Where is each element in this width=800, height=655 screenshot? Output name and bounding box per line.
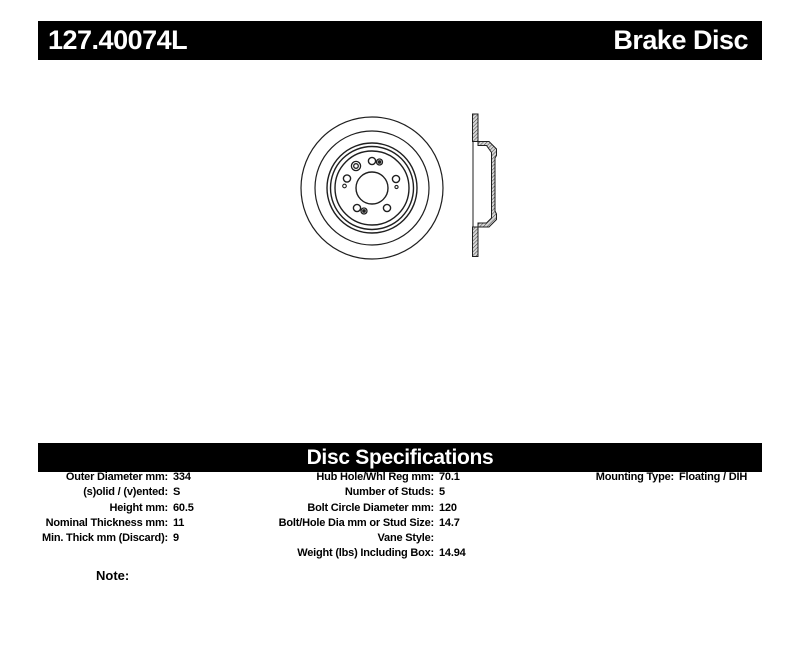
disc-cross-section-view [473,114,497,257]
spec-column-1 [34,470,284,546]
cross-section-top-ring [473,114,479,142]
part-number: 127.40074L [48,25,188,55]
spec-label: Number of Studs: [344,486,434,499]
spec-value: 5 [439,486,445,499]
spec-value: 11 [173,516,185,529]
spec-label: Mounting Type: [595,471,674,483]
spec-row-solid-vented [34,485,284,500]
spec-row-mounting-type [540,470,770,485]
small-hole [343,184,347,188]
spec-value: Floating / DIH [679,471,748,483]
center-hub-hole [356,172,388,204]
spec-value: 60.5 [173,501,194,514]
header-bar [38,21,762,60]
spec-row-bolt-circle-diameter [270,501,540,516]
spec-value: 9 [173,532,179,545]
spec-row-min-thickness [34,531,284,546]
cross-section-hat-wall [478,142,497,228]
hub-ring-inner-circle [335,151,409,225]
spec-value: 70.1 [439,471,460,483]
screw-holes [351,159,382,214]
spec-column-2 [270,470,540,562]
spec-label: Height mm: [109,501,168,514]
spec-row-nominal-thickness [34,516,284,531]
spec-label: Bolt Circle Diameter mm: [307,501,434,514]
spec-label: Weight (lbs) Including Box: [297,547,434,560]
small-hole [395,185,398,188]
spec-row-outer-diameter [34,470,284,485]
spec-label: Vane Style: [377,532,434,545]
stud-holes [343,157,399,211]
screw-hole-ring [377,159,383,165]
screw-hole-ring [361,208,367,214]
note-label: Note: [96,568,130,583]
spec-row-bolt-hole-dia [270,516,540,531]
spec-section-header [38,443,762,472]
spec-row-weight [270,546,540,561]
spec-row-hub-hole [270,470,540,485]
spec-value: 334 [173,471,191,483]
spec-label: (s)olid / (v)ented: [83,486,168,499]
spec-section-title: Disc Specifications [306,445,494,469]
disc-friction-band-circle [315,131,429,245]
spec-label: Outer Diameter mm: [65,471,168,483]
spec-label: Bolt/Hole Dia mm or Stud Size: [278,516,434,529]
cross-section-bottom-ring [473,227,479,257]
hub-ring-middle-circle [331,147,414,230]
stud-hole [383,204,390,211]
screw-hole-inner [363,210,365,212]
spec-row-height [34,501,284,516]
small-holes [343,184,398,188]
spec-row-number-of-studs [270,485,540,500]
screw-hole-inner [354,164,359,169]
stud-hole [392,175,399,182]
stud-hole [368,157,375,164]
spec-value: S [173,486,181,499]
spec-value: 14.94 [439,547,466,560]
spec-row-vane-style [270,531,540,546]
spec-label: Hub Hole/Whl Reg mm: [316,471,434,483]
spec-value: 120 [439,501,457,514]
screw-hole-ring [351,161,360,170]
product-type-title: Brake Disc [613,25,748,55]
spec-label: Min. Thick mm (Discard): [42,532,168,545]
spec-column-3 [540,470,770,485]
disc-front-view [301,117,443,259]
disc-outer-edge-circle [301,117,443,259]
note-section [96,568,129,583]
screw-hole-inner [378,161,380,163]
spec-value: 14.7 [439,516,460,529]
hub-ring-outer-circle [327,143,417,233]
stud-hole [343,175,350,182]
spec-label: Nominal Thickness mm: [45,516,168,529]
stud-hole [353,204,360,211]
